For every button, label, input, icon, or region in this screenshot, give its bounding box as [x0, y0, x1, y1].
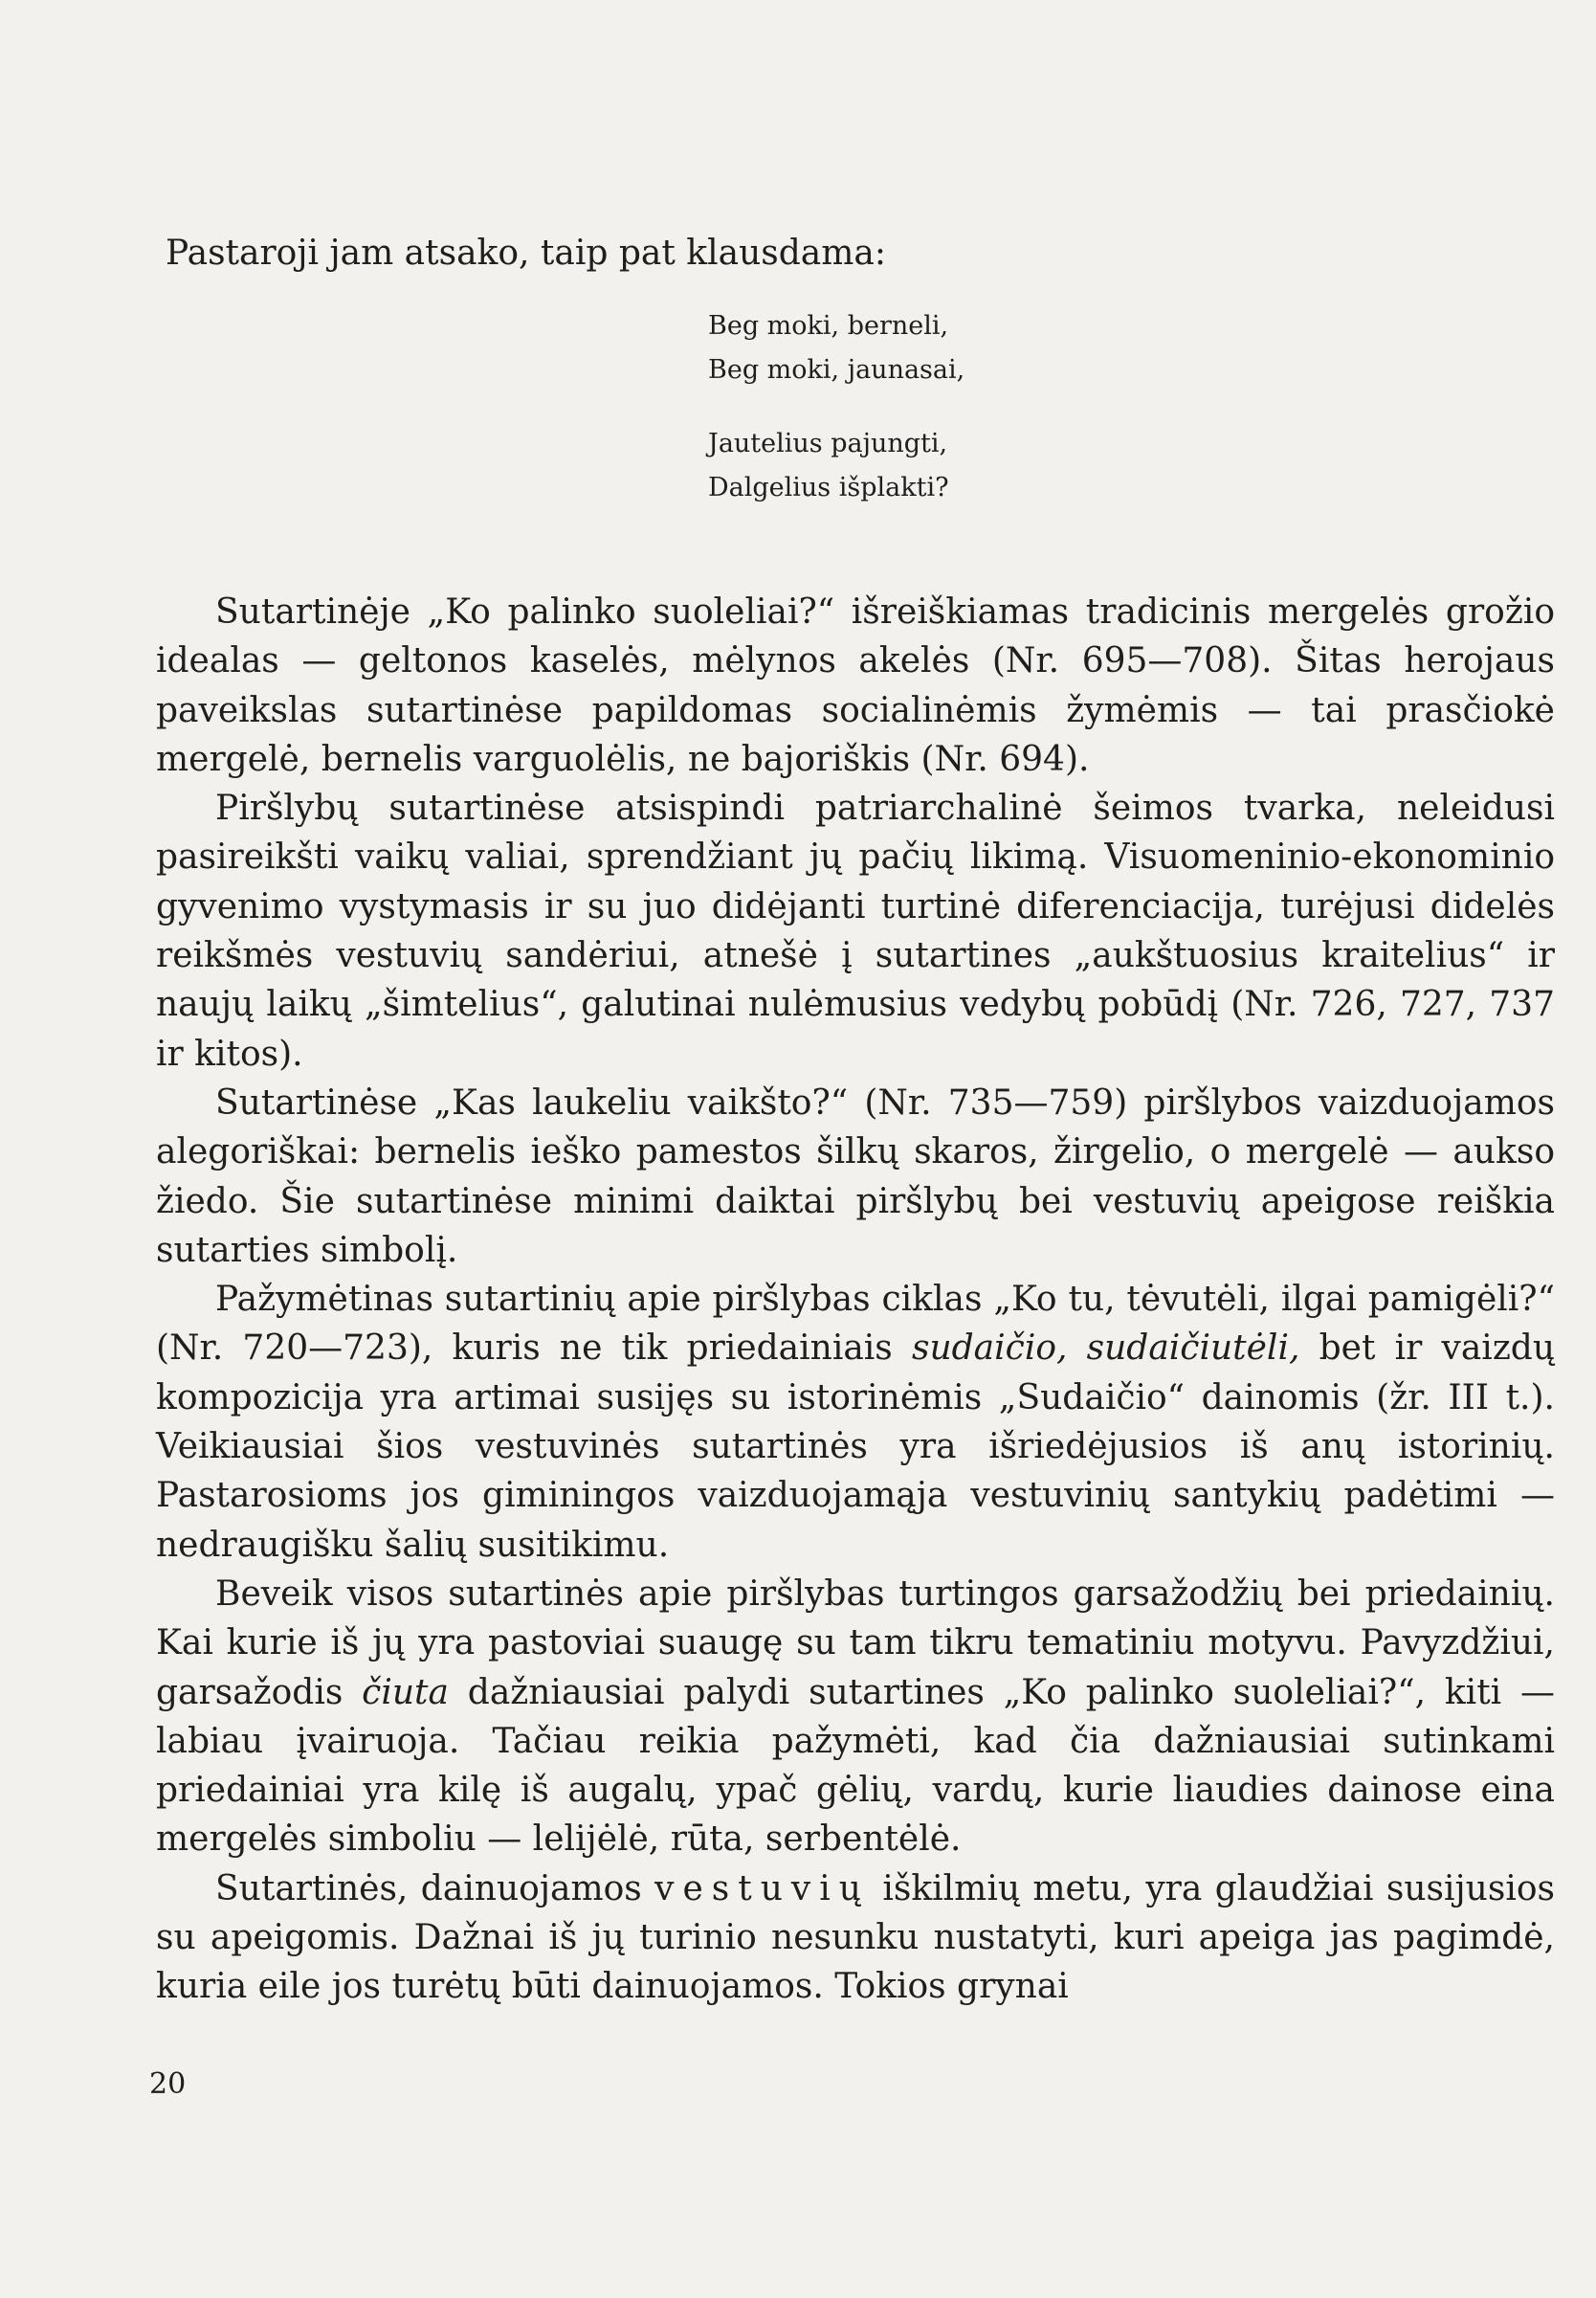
text-segment: iškilmių metu, yra glaudžiai susijusios su apeigomis. Dažnai iš jų turinio nesunku nustatyti, kuri apeiga jas pagimdė, kuria eile jos turėtų būti dainuojamos. Tokios grynai	[156, 1868, 1555, 2007]
body-paragraph	[156, 1864, 1555, 2012]
text-segment: Sutartinėje „Ko palinko suoleliai?“ išreiškiamas tradicinis mergelės grožio idealas — geltonos kaselės, mėlynos akelės (Nr. 695—708). Šitas herojaus paveikslas sutartinėse papildomas socialinėmis žymėmis — tai prasčiokė mergelė, bernelis varguolėlis, ne bajoriškis (Nr. 694).	[156, 592, 1555, 779]
body-text	[156, 588, 1555, 2012]
verse-line: Dalgelius išplakti?	[708, 473, 949, 502]
italic-term: čiuta	[362, 1672, 449, 1712]
body-paragraph	[156, 784, 1555, 1079]
intro-line: Pastaroji jam atsako, taip pat klausdama:	[166, 234, 886, 273]
verse-line: Beg moki, berneli,	[708, 311, 949, 341]
body-paragraph	[156, 1275, 1555, 1570]
text-segment: Beveik visos sutartinės apie piršlybas turtingos garsažodžių bei priedainių. Kai kurie iš jų yra pastoviai suaugę su tam tikru tematiniu motyvu. Pavyzdžiui, garsažodis	[156, 1573, 1555, 1712]
verse-stanza-2	[708, 422, 949, 510]
text-segment: Sutartinės, dainuojamos	[215, 1868, 655, 1908]
text-segment: Piršlybų sutartinėse atsispindi patriarchalinė šeimos tvarka, neleidusi pasireikšti vaikų valiai, sprendžiant jų pačių likimą. Visuomeninio-ekonominio gyvenimo vystymasis ir su juo didėjanti turtinė diferenciacija, turėjusi didelės reikšmės vestuvių sandėriui, atnešė į sutartines „aukštuosius kraitelius“ ir naujų laikų „šimtelius“, galutinai nulėmusius vedybų pobūdį (Nr. 726, 727, 737 ir kitos).	[156, 789, 1555, 1074]
text-segment: dažniausiai palydi sutartines „Ko palinko suoleliai?“, kiti — labiau įvairuoja. Tačiau reikia pažymėti, kad čia dažniausiai sutinkami priedainiai yra kilę iš augalų, ypač gėlių, vardų, kurie liaudies dainose eina mergelės simboliu — lelijėlė, rūta, serbentėlė.	[156, 1672, 1555, 1860]
text-segment: Pažymėtinas sutartinių apie piršlybas ciklas „Ko tu, tėvutėli, ilgai pamigėli?“ (Nr. 720—723), kuris ne tik priedainiais	[156, 1280, 1555, 1369]
spaced-term: vestuvių	[654, 1868, 870, 1908]
text-segment: bet ir vaizdų kompozicija yra artimai susijęs su istorinėmis „Sudaičio“ dainomis (žr. III t.). Veikiausiai šios vestuvinės sutartinės yra išriedėjusios iš anų istorinių. Pastarosioms jos giminingos vaizduojamąja vestuvinių santykių padėtimi — nedraugišku šalių susitikimu.	[156, 1328, 1556, 1565]
page-number: 20	[149, 2067, 187, 2101]
italic-term: sudaičio, sudaičiutėli,	[911, 1328, 1300, 1369]
body-paragraph	[156, 1079, 1555, 1275]
body-paragraph	[156, 588, 1555, 784]
text-segment: Sutartinėse „Kas laukeliu vaikšto?“ (Nr. 735—759) piršlybos vaizduojamos alegoriškai: bernelis ieško pamestos šilkų skaros, žirgelio, o mergelė — aukso žiedo. Šie sutartinėse minimi daiktai piršlybų bei vestuvių apeigose reiškia sutarties simbolį.	[156, 1082, 1555, 1270]
verse-line: Jautelius pajungti,	[708, 429, 948, 458]
verse-stanza-1	[708, 304, 964, 392]
verse-line: Beg moki, jaunasai,	[708, 355, 965, 385]
body-paragraph	[156, 1570, 1555, 1864]
